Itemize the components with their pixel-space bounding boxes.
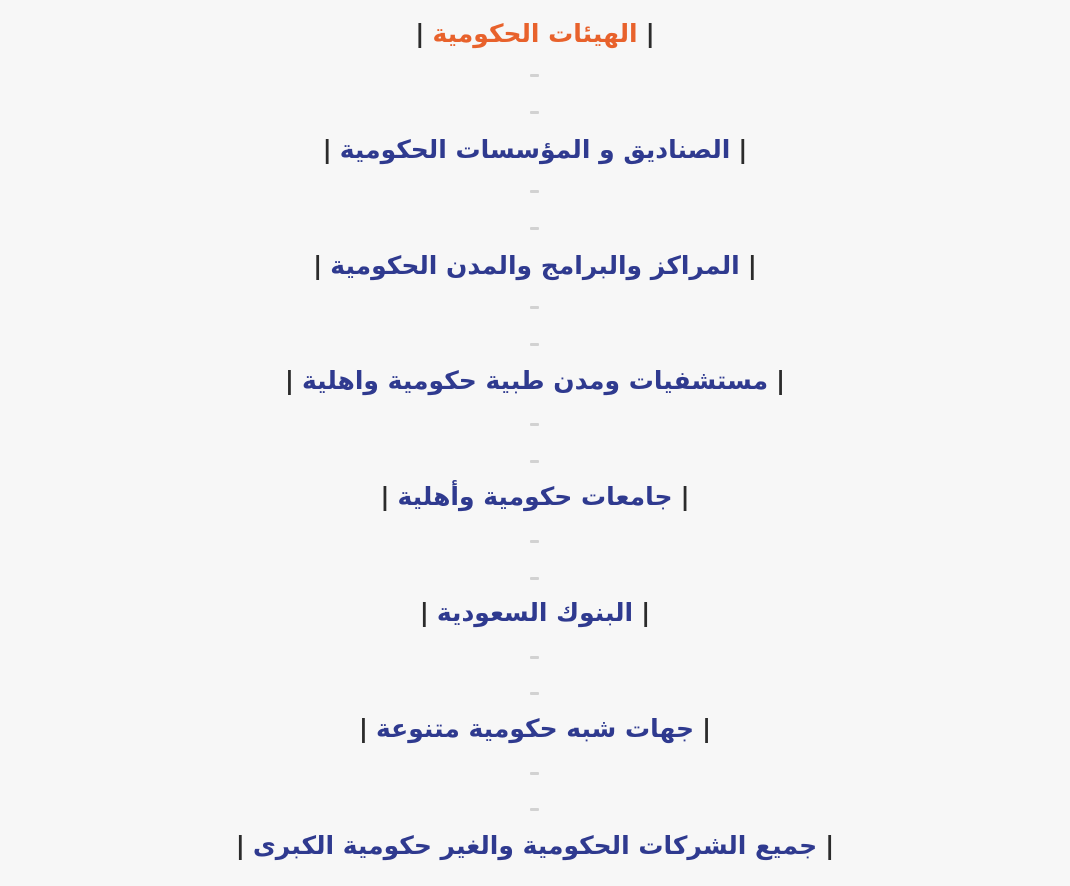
dash-divider xyxy=(530,74,539,77)
menu-item-label: الهيئات الحكومية xyxy=(432,18,638,48)
dash-divider xyxy=(530,692,539,695)
menu-item-government-centers[interactable] xyxy=(0,242,1070,288)
separator-bar: | xyxy=(235,830,245,860)
separator-bar: | xyxy=(738,134,748,164)
separator-bar: | xyxy=(825,830,835,860)
menu-item-label: جهات شبه حكومية متنوعة xyxy=(376,713,694,743)
separator-bar: | xyxy=(641,597,651,627)
menu-item-label: مستشفيات ومدن طبية حكومية واهلية xyxy=(301,365,769,395)
separator-bar: | xyxy=(284,365,294,395)
separator-bar: | xyxy=(322,134,332,164)
dash-divider xyxy=(530,808,539,811)
separator-bar: | xyxy=(701,713,712,743)
separator-bar: | xyxy=(358,713,369,743)
dash-divider xyxy=(530,111,539,114)
dash-divider xyxy=(530,577,539,580)
menu-item-universities[interactable] xyxy=(0,473,1070,519)
separator-bar: | xyxy=(380,481,390,511)
dash-divider xyxy=(530,190,539,193)
dash-divider xyxy=(530,540,539,543)
menu-item-government-authorities[interactable] xyxy=(0,10,1070,56)
dash-divider xyxy=(530,656,539,659)
dash-divider xyxy=(530,772,539,775)
dash-divider xyxy=(530,227,539,230)
separator-bar: | xyxy=(645,18,655,48)
menu-item-semi-government[interactable] xyxy=(0,705,1070,751)
menu-item-hospitals[interactable] xyxy=(0,357,1070,403)
separator-bar: | xyxy=(415,18,425,48)
menu-item-label: الصناديق و المؤسسات الحكومية xyxy=(339,134,731,164)
separator-bar: | xyxy=(313,250,323,280)
separator-bar: | xyxy=(680,481,690,511)
menu-item-government-funds[interactable] xyxy=(0,126,1070,172)
dash-divider xyxy=(530,306,539,309)
menu-item-label: جميع الشركات الحكومية والغير حكومية الكبرى xyxy=(252,830,818,860)
menu-item-saudi-banks[interactable] xyxy=(0,589,1070,635)
menu-item-label: المراكز والبرامج والمدن الحكومية xyxy=(330,250,740,280)
menu-item-label: جامعات حكومية وأهلية xyxy=(397,481,673,511)
dash-divider xyxy=(530,460,539,463)
separator-bar: | xyxy=(747,250,757,280)
separator-bar: | xyxy=(776,365,786,395)
separator-bar: | xyxy=(419,597,429,627)
dash-divider xyxy=(530,423,539,426)
dash-divider xyxy=(530,343,539,346)
menu-item-label: البنوك السعودية xyxy=(436,597,634,627)
menu-item-all-companies[interactable] xyxy=(0,822,1070,868)
